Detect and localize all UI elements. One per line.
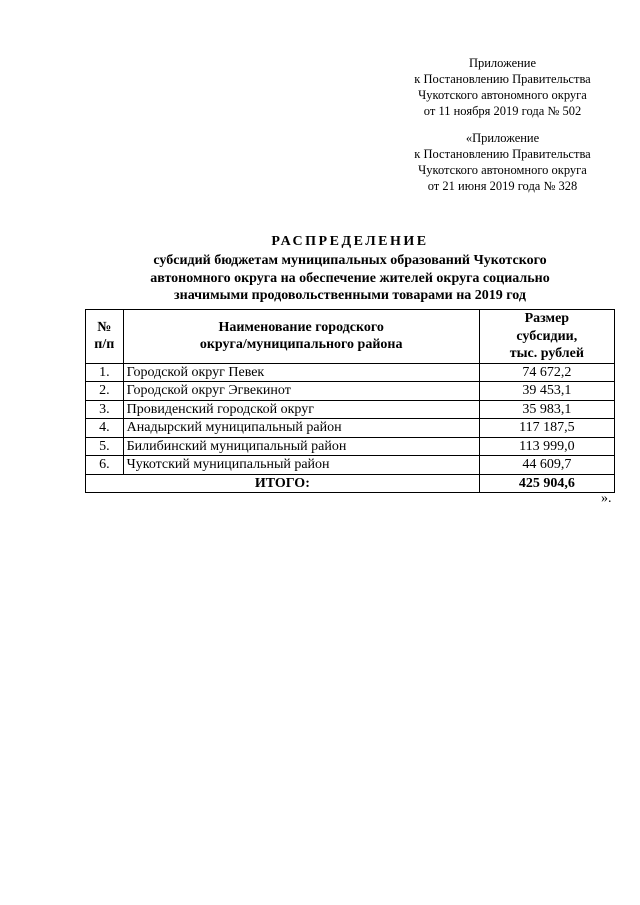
closing-quote: ». [601, 491, 612, 506]
header-amount [479, 310, 614, 364]
appendix-line: «Приложение [465, 131, 540, 145]
row-amount: 35 983,1 [479, 400, 614, 419]
table-row [86, 419, 615, 438]
appendix-line: Приложение [468, 56, 537, 70]
row-number: 4. [86, 419, 124, 438]
row-name: Провиденский городской округ [123, 400, 479, 419]
document-heading [85, 233, 615, 305]
row-amount: 39 453,1 [479, 382, 614, 401]
table-row [86, 437, 615, 456]
row-number: 2. [86, 382, 124, 401]
row-number: 5. [86, 437, 124, 456]
total-amount: 425 904,6 [479, 474, 614, 493]
table-row [86, 456, 615, 475]
row-name: Билибинский муниципальный район [123, 437, 479, 456]
appendix-line: к Постановлению Правительства [414, 72, 591, 86]
table-row [86, 382, 615, 401]
appendix-line: от 21 июня 2019 года № 328 [427, 179, 578, 193]
table-row [86, 400, 615, 419]
header-line: Наименование городского [218, 319, 384, 335]
header-number [86, 310, 124, 364]
row-amount: 113 999,0 [479, 437, 614, 456]
table-header-row [86, 310, 615, 364]
row-name: Анадырский муниципальный район [123, 419, 479, 438]
row-number: 3. [86, 400, 124, 419]
header-line: округа/муниципального района [199, 337, 403, 353]
table-row [86, 363, 615, 382]
row-name: Чукотский муниципальный район [123, 456, 479, 475]
header-line: Размер [524, 311, 570, 326]
distribution-table [85, 309, 615, 493]
header-name [123, 310, 479, 364]
document-subtitle [85, 252, 615, 305]
row-name: Городской округ Эгвекинот [123, 382, 479, 401]
header-line: п/п [94, 337, 115, 353]
row-number: 1. [86, 363, 124, 382]
appendix-header-current [400, 55, 605, 119]
appendix-line: от 11 ноября 2019 года № 502 [423, 104, 582, 118]
row-number: 6. [86, 456, 124, 475]
appendix-line: к Постановлению Правительства [414, 147, 591, 161]
header-line: субсидии, [516, 328, 578, 344]
subtitle-line: автономного округа на обеспечение жителей округа социально [150, 270, 550, 286]
document-title: РАСПРЕДЕЛЕНИЕ [271, 234, 429, 249]
total-label: ИТОГО: [86, 474, 480, 493]
row-amount: 117 187,5 [479, 419, 614, 438]
subtitle-line: значимыми продовольственными товарами на 2019 год [174, 288, 526, 303]
appendix-line: Чукотского автономного округа [418, 88, 587, 102]
header-line: № [97, 319, 112, 335]
row-name: Городской округ Певек [123, 363, 479, 382]
appendix-header-previous [400, 130, 605, 194]
header-line: тыс. рублей [509, 346, 584, 361]
row-amount: 74 672,2 [479, 363, 614, 382]
appendix-line: Чукотского автономного округа [418, 163, 587, 177]
row-amount: 44 609,7 [479, 456, 614, 475]
table-total-row [86, 474, 615, 493]
subtitle-line: субсидий бюджетам муниципальных образований Чукотского [153, 253, 547, 268]
